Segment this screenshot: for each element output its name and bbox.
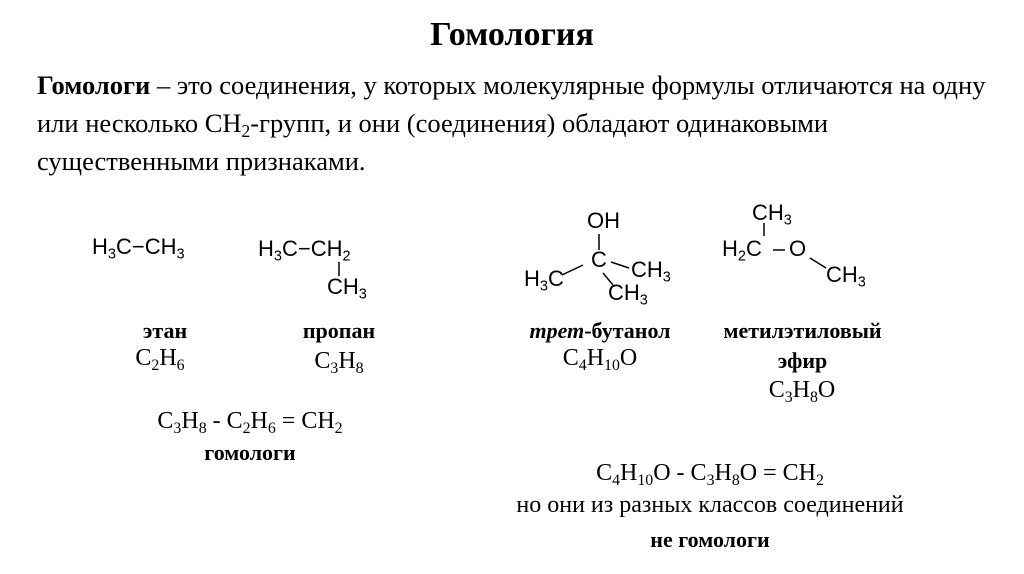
formula-subscript: 8 bbox=[731, 471, 740, 489]
formula-text: C bbox=[596, 460, 613, 486]
definition-text: – это соединения, у которых молекулярные формулы отличаются на одну или несколько CH bbox=[37, 70, 986, 138]
propane-formula bbox=[289, 348, 389, 375]
formula-text: - C bbox=[206, 408, 243, 434]
ether-left: $H_2C$ bbox=[722, 236, 762, 265]
ether-o: O bbox=[789, 236, 807, 261]
non-homolog-equation bbox=[470, 460, 950, 487]
butanol-bottom: $CH_3$ bbox=[608, 280, 648, 309]
formula-text: H bbox=[792, 377, 810, 403]
butanol-bond-right bbox=[611, 262, 629, 268]
butanol-formula bbox=[520, 345, 680, 372]
formula-subscript: 8 bbox=[198, 419, 207, 437]
formula-text: C bbox=[314, 348, 331, 374]
formula-subscript: 3 bbox=[330, 359, 339, 377]
formula-subscript: 3 bbox=[784, 388, 793, 406]
butanol-oh: OH bbox=[587, 208, 620, 233]
formula-text: O bbox=[619, 345, 638, 371]
formula-text: O - C bbox=[653, 460, 707, 486]
definition-term: Гомологи bbox=[37, 70, 151, 100]
ethane-structure: $H_3C-CH_3$ bbox=[92, 234, 185, 263]
non-homolog-label: не гомологи bbox=[650, 527, 770, 552]
formula-subscript: 2 bbox=[242, 419, 251, 437]
butanol-left: $H_3C$ bbox=[524, 266, 564, 295]
formula-text: H bbox=[714, 460, 732, 486]
formula-text: C bbox=[768, 377, 785, 403]
formula-text: H bbox=[586, 345, 605, 371]
butanol-name: трет-бутанол bbox=[529, 318, 671, 343]
ethane-name: этан bbox=[142, 318, 188, 343]
formula-subscript: 10 bbox=[604, 356, 620, 374]
butanol-bond-left bbox=[562, 265, 583, 275]
ether-name-line1: метилэтиловый bbox=[723, 318, 882, 343]
formula-subscript: 4 bbox=[578, 356, 587, 374]
formula-subscript: 6 bbox=[176, 356, 185, 374]
ether-top: $CH_3$ bbox=[752, 200, 792, 229]
propane-structure-bottom: $CH_3$ bbox=[327, 274, 367, 303]
formula-text: C bbox=[157, 408, 174, 434]
homolog-label: гомологи bbox=[204, 440, 296, 465]
formula-subscript: 8 bbox=[810, 388, 818, 406]
formula-text: H bbox=[338, 348, 356, 374]
propane-name: пропан bbox=[302, 318, 376, 343]
formula-subscript: 3 bbox=[706, 471, 715, 489]
formula-text: C bbox=[562, 345, 579, 371]
definition-subscript: 2 bbox=[241, 121, 251, 142]
ethane-formula bbox=[110, 345, 210, 372]
butanol-c: C bbox=[591, 247, 607, 272]
non-homolog-note: но они из разных классов соединений bbox=[516, 492, 904, 518]
page-title: Гомология bbox=[430, 16, 594, 53]
ether-bond-right bbox=[810, 258, 826, 268]
formula-text: H bbox=[159, 345, 177, 371]
formula-text: H bbox=[620, 460, 638, 486]
ether-name-line2: эфир bbox=[777, 348, 828, 373]
formula-text: H bbox=[250, 408, 268, 434]
definition-text-end: -групп, и они (соединения) обладают одинаковыми существенными признаками. bbox=[37, 108, 829, 176]
formula-subscript: 2 bbox=[815, 471, 824, 489]
butanol-right: $CH_3$ bbox=[631, 257, 671, 286]
formula-text: = CH bbox=[275, 408, 335, 434]
formula-text: O = CH bbox=[739, 460, 816, 486]
formula-text: H bbox=[181, 408, 199, 434]
ether-formula bbox=[722, 377, 882, 404]
formula-subscript: 2 bbox=[151, 356, 160, 374]
homolog-equation bbox=[110, 408, 390, 435]
formula-text: O bbox=[817, 377, 836, 403]
formula-subscript: 2 bbox=[334, 419, 343, 437]
formula-subscript: 3 bbox=[173, 419, 182, 437]
formula-subscript: 8 bbox=[355, 359, 364, 377]
formula-subscript: 10 bbox=[637, 471, 654, 489]
propane-structure-top: $H_3C-CH_2$ bbox=[258, 236, 351, 265]
formula-text: C bbox=[135, 345, 152, 371]
ether-right: $CH_3$ bbox=[826, 262, 866, 291]
formula-subscript: 6 bbox=[267, 419, 276, 437]
formula-subscript: 4 bbox=[612, 471, 621, 489]
